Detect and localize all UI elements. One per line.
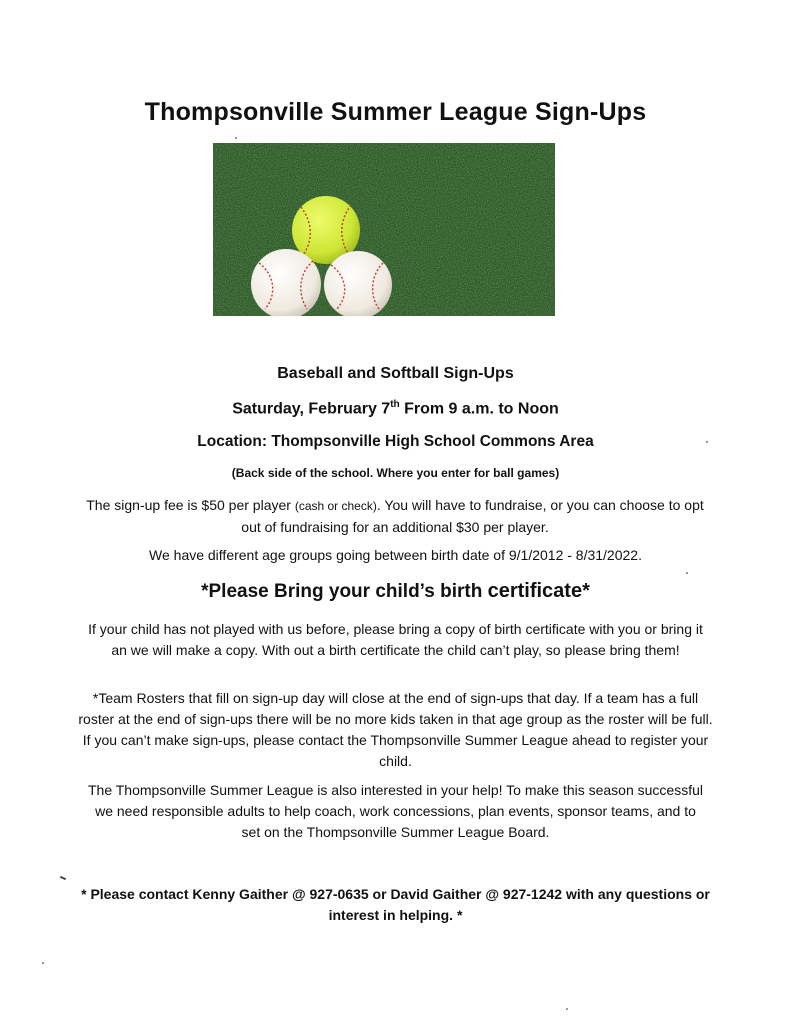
event-date-main: Saturday, February 7 — [232, 400, 391, 418]
team-rosters-paragraph: *Team Rosters that fill on sign-up day will close at the end of sign-ups that day. If a team has a full roster at the end of sign-ups there will be no more kids taken in that age group as the roster will be full. If you can’t make sign-ups, please contact the Thompsonville Summer League ahead to register your child. — [78, 690, 713, 769]
baseball-icon — [251, 249, 321, 316]
event-date — [70, 399, 721, 418]
fee-text: The sign-up fee is $50 per player — [86, 497, 295, 513]
baseball-icon — [324, 251, 392, 316]
event-location: Location: Thompsonville High School Commons Area — [197, 433, 594, 450]
scan-speck — [42, 962, 44, 964]
scan-speck — [706, 441, 708, 443]
scan-mark — [60, 876, 66, 880]
scan-speck — [235, 137, 237, 139]
location-note: (Back side of the school. Where you enter for ball games) — [231, 466, 560, 480]
age-groups-text: We have different age groups going between birth date of 9/1/2012 - 8/31/2022. — [149, 547, 642, 563]
event-date-time: From 9 a.m. to Noon — [399, 400, 559, 418]
volunteer-paragraph: The Thompsonville Summer League is also interested in your help! To make this season successful we need responsible adults to help coach, work concessions, plan events, sponsor teams, and to set on the Thompsonville Summer League Board. — [87, 782, 704, 840]
event-date-superscript: th — [390, 399, 400, 410]
scan-speck — [566, 1008, 568, 1010]
birth-certificate-heading-text: *Please Bring your child’s birth — [201, 581, 488, 602]
page-title: Thompsonville Summer League Sign-Ups — [144, 98, 647, 126]
birth-certificate-paragraph: If your child has not played with us before, please bring a copy of birth certificate with you or bring it an we will make a copy. With out a birth certificate the child can’t play, so please bring them! — [88, 621, 703, 658]
fee-text-continued: . You will have to fundraise, or you can choose to opt out of fundraising for an additional $30 per player. — [241, 497, 704, 535]
fee-paragraph — [80, 495, 710, 538]
birth-certificate-heading — [70, 580, 721, 603]
scan-speck — [686, 572, 688, 574]
fee-payment-note: (cash or check) — [294, 499, 377, 513]
balls-on-turf-image — [213, 143, 555, 316]
birth-certificate-heading-emphasis: certificate* — [487, 580, 590, 602]
contact-info: * Please contact Kenny Gaither @ 927-0635 or David Gaither @ 927-1242 with any questions or interest in helping. * — [81, 886, 710, 923]
section-heading: Baseball and Softball Sign-Ups — [277, 365, 514, 382]
